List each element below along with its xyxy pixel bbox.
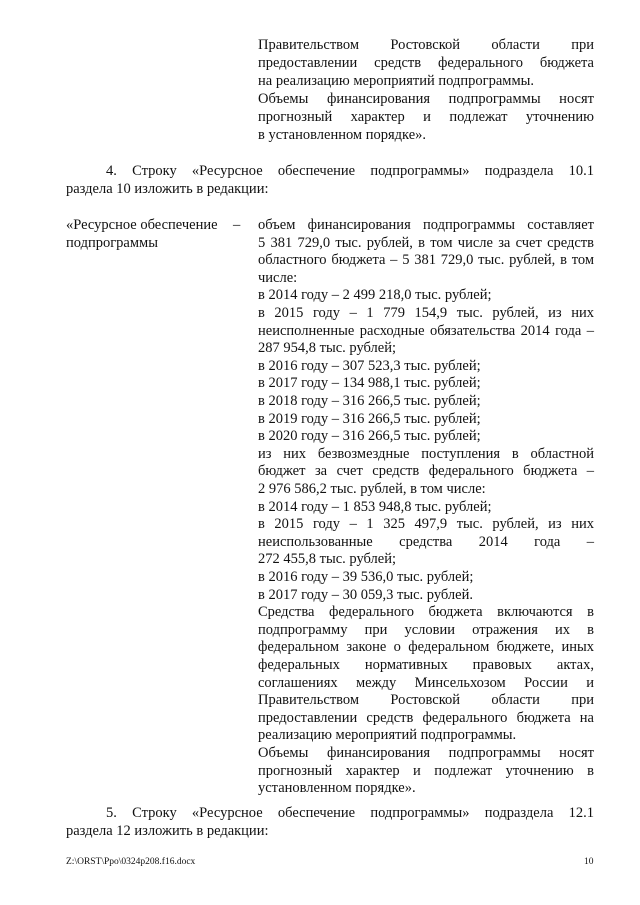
text-line: на реализацию мероприятий подпрограммы.: [258, 73, 534, 89]
item-4-heading-line2: раздела 10 изложить в редакции:: [66, 181, 269, 197]
text-line: в 2019 году – 316 266,5 тыс. рублей;: [258, 410, 481, 427]
footer-page-number: 10: [584, 857, 594, 867]
text-line: в 2017 году – 134 988,1 тыс. рублей;: [258, 375, 481, 392]
item-4-heading-line1: 4. Строку «Ресурсное обеспечение подпрограммы» подраздела 10.1: [106, 163, 594, 179]
text-line: бюджет за счет средств федерального бюджета –: [258, 463, 594, 480]
text-line: 2 976 586,2 тыс. рублей, в том числе:: [258, 481, 486, 497]
text-line: в 2018 году – 316 266,5 тыс. рублей;: [258, 393, 481, 409]
text-line: из них безвозмездные поступления в областной: [258, 445, 594, 462]
text-line: Объемы финансирования подпрограммы носят: [258, 745, 594, 761]
text-line: в 2017 году – 30 059,3 тыс. рублей.: [258, 586, 473, 603]
text-line: в 2020 году – 316 266,5 тыс. рублей;: [258, 428, 481, 445]
text-line: неисполненные расходные обязательства 2014 года –: [258, 322, 594, 339]
text-line: федеральных нормативных правовых актах,: [258, 657, 594, 673]
text-line: в 2014 году – 1 853 948,8 тыс. рублей;: [258, 498, 492, 515]
text-line: объем финансирования подпрограммы составляет: [258, 217, 594, 233]
text-line: в 2016 году – 307 523,3 тыс. рублей;: [258, 357, 481, 374]
resource-label-line1: «Ресурсное обеспечение: [66, 217, 218, 233]
item-5-heading-line1: 5. Строку «Ресурсное обеспечение подпрограммы» подраздела 12.1: [106, 805, 594, 821]
text-line: 287 954,8 тыс. рублей;: [258, 340, 396, 357]
text-line: неиспользованные средства 2014 года –: [258, 533, 594, 550]
text-line: прогнозный характер и подлежат уточнению в: [258, 762, 594, 779]
text-line: 272 455,8 тыс. рублей;: [258, 551, 396, 568]
text-line: областного бюджета – 5 381 729,0 тыс. рублей, в том: [258, 252, 594, 269]
text-line: федеральном законе о федеральном бюджете, иных: [258, 639, 594, 656]
text-line: Средства федерального бюджета включаются в: [258, 604, 594, 621]
text-line: соглашениях между Минсельхозом России и: [258, 674, 594, 691]
text-line: в 2015 году – 1 325 497,9 тыс. рублей, из них: [258, 516, 594, 533]
text-line: Правительством Ростовской области при: [258, 692, 594, 709]
text-line: установленном порядке».: [258, 780, 416, 797]
text-line: 5 381 729,0 тыс. рублей, в том числе за счет средств: [258, 234, 594, 251]
text-line: числе:: [258, 269, 298, 286]
text-line: прогнозный характер и подлежат уточнению: [258, 109, 594, 125]
item-5-heading-line2: раздела 12 изложить в редакции:: [66, 823, 269, 839]
text-line: в 2014 году – 2 499 218,0 тыс. рублей;: [258, 287, 492, 304]
text-line: предоставлении средств федерального бюджета: [258, 55, 594, 71]
text-line: подпрограмму при условии отражения их в: [258, 621, 594, 638]
resource-label-line2: подпрограммы: [66, 235, 158, 251]
text-line: Правительством Ростовской области при: [258, 37, 594, 53]
label-dash: –: [233, 217, 241, 233]
text-line: в 2016 году – 39 536,0 тыс. рублей;: [258, 569, 474, 585]
text-line: Объемы финансирования подпрограммы носят: [258, 91, 594, 107]
text-line: в 2015 году – 1 779 154,9 тыс. рублей, из них: [258, 305, 594, 321]
text-line: реализацию мероприятий подпрограммы.: [258, 727, 517, 744]
footer-file-path: Z:\ORST\Ppo\0324p208.f16.docx: [66, 857, 196, 867]
text-line: в установленном порядке».: [258, 127, 427, 143]
text-line: предоставлении средств федерального бюджета на: [258, 709, 594, 726]
